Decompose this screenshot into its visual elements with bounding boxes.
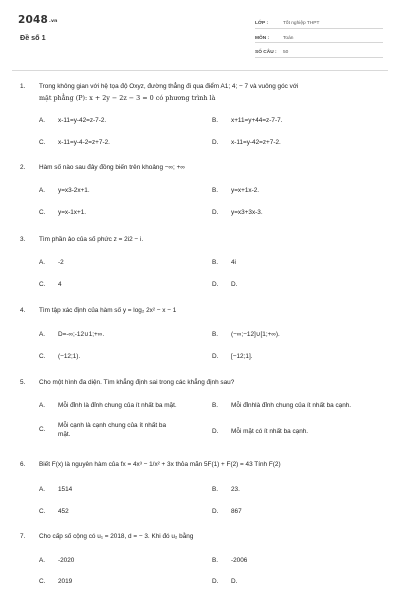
option-text: -2020	[58, 557, 75, 564]
option-text: 2019	[58, 578, 73, 585]
option-letter: B.	[212, 259, 219, 266]
question-stem	[20, 460, 378, 471]
option-text: D=-∞;-12∪1;+∞.	[58, 331, 105, 338]
option-letter: A.	[39, 557, 46, 564]
option-text: y=x3-2x+1.	[58, 187, 90, 194]
logo-suffix: .vn	[49, 19, 58, 24]
option-text: 452	[58, 508, 69, 515]
option-text: x-11=y-42=z+7-2.	[231, 139, 281, 146]
question-3	[20, 235, 378, 246]
option-text: y=x-1x+1.	[58, 209, 87, 216]
option-letter: A.	[39, 331, 46, 338]
option-text: 4i	[231, 259, 236, 266]
question-number: 1.	[20, 83, 26, 90]
stem-line: Hàm số nào sau đây đồng biến trên khoảng −∞; +∞	[39, 164, 185, 171]
option-text: 867	[231, 508, 242, 515]
question-stem	[20, 532, 378, 543]
option-text: 1514	[58, 486, 73, 493]
stem-line: Biết F(x) là nguyên hàm của fx = 4x³ − 1/x² + 3x thỏa mãn 5F(1) + F(2) = 43 Tính F(2)	[39, 461, 281, 468]
question-6	[20, 460, 378, 471]
stem-line: mặt phẳng (P): x + 2y − 2z − 3 = 0 có phương trình là	[39, 93, 216, 102]
option-text: (−∞;−12]∪[1;+∞).	[231, 331, 280, 338]
option-letter: D.	[212, 428, 219, 435]
meta-value: 50	[283, 50, 289, 55]
option-letter: B.	[212, 331, 219, 338]
question-stem	[20, 163, 378, 174]
question-4	[20, 306, 378, 317]
site-logo[interactable]	[18, 14, 58, 26]
question-7	[20, 532, 378, 543]
header-divider	[12, 70, 388, 71]
option-text: Mỗi đỉnh là đỉnh chung của ít nhất ba mặt.	[58, 402, 177, 409]
stem-line: Cho cấp số cộng có u₁ = 2018, d = − 3. Khi đó u₂ bằng	[39, 533, 194, 540]
meta-row-class	[255, 14, 383, 29]
option-text: x-11=y-4-2=z+7-2.	[58, 139, 110, 146]
question-2	[20, 163, 378, 174]
meta-value: Toán	[283, 35, 294, 41]
option-letter: A.	[39, 402, 46, 409]
option-letter: D.	[212, 508, 219, 515]
option-letter: B.	[212, 117, 219, 124]
option-text: Mỗi đỉnhlà đỉnh chung của ít nhất ba cạnh.	[231, 402, 352, 409]
option-letter: B.	[212, 557, 219, 564]
option-text: Mỗi cạnh là cạnh chung của ít nhất ba mặt.	[58, 422, 167, 438]
question-stem	[20, 82, 378, 103]
option-letter: A.	[39, 187, 46, 194]
option-letter: D.	[212, 578, 219, 585]
option-text: -2	[58, 259, 64, 266]
question-number: 4.	[20, 307, 26, 314]
option-text: y=x+1x-2.	[231, 187, 260, 194]
option-letter: D.	[212, 281, 219, 288]
option-text: y=x3+3x-3.	[231, 209, 263, 216]
meta-label: LỚP :	[255, 21, 269, 26]
option-text: x-11=y-42=z-7-2.	[58, 117, 107, 124]
option-letter: C.	[39, 426, 46, 433]
option-text: -2006	[231, 557, 248, 564]
option-letter: A.	[39, 117, 46, 124]
option-letter: A.	[39, 486, 46, 493]
option-letter: C.	[39, 508, 46, 515]
exam-meta	[255, 14, 383, 58]
stem-line: Tìm tập xác định của hàm số y = log₂ 2x² − x − 1	[39, 307, 177, 314]
question-number: 3.	[20, 236, 26, 243]
option-letter: B.	[212, 187, 219, 194]
stem-line: Trong không gian với hệ tọa độ Oxyz, đường thẳng đi qua điểm A1; 4; − 7 và vuông góc với	[39, 83, 299, 90]
option-letter: D.	[212, 353, 219, 360]
option-letter: C.	[39, 139, 46, 146]
option-text: D.	[231, 578, 238, 585]
option-letter: C.	[39, 209, 46, 216]
question-number: 7.	[20, 533, 26, 540]
question-stem	[20, 306, 378, 317]
meta-row-subject	[255, 29, 383, 44]
meta-label: MÔN :	[255, 35, 270, 41]
option-letter: B.	[212, 402, 219, 409]
question-number: 2.	[20, 164, 26, 171]
question-5	[20, 378, 378, 389]
option-text: Mỗi mặt có ít nhất ba cạnh.	[231, 428, 309, 435]
option-text: [−12;1].	[231, 353, 253, 360]
option-text: 4	[58, 281, 62, 288]
stem-line: Cho một hình đa diện. Tìm khẳng định sai trong các khẳng định sau?	[39, 379, 235, 386]
option-letter: A.	[39, 259, 46, 266]
question-number: 5.	[20, 379, 26, 386]
option-text: x+11=y+44=z-7-7.	[231, 117, 283, 124]
meta-row-count	[255, 43, 383, 58]
question-number: 6.	[20, 461, 26, 468]
question-stem	[20, 235, 378, 246]
meta-label: SỐ CÂU :	[255, 50, 277, 55]
exam-title: Đề số 1	[20, 33, 46, 42]
stem-line: Tìm phần ảo của số phức z = 2i2 − i.	[39, 236, 144, 243]
question-1	[20, 82, 378, 103]
option-text: D.	[231, 281, 238, 288]
option-text: 23.	[231, 486, 240, 493]
question-stem	[20, 378, 378, 389]
option-letter: C.	[39, 578, 46, 585]
option-letter: C.	[39, 281, 46, 288]
option-text: (−12;1).	[58, 353, 81, 360]
option-letter: D.	[212, 209, 219, 216]
logo-main: 2048	[18, 14, 49, 26]
option-letter: C.	[39, 353, 46, 360]
meta-value: Tốt nghiệp THPT	[283, 21, 320, 26]
option-letter: B.	[212, 486, 219, 493]
option-letter: D.	[212, 139, 219, 146]
